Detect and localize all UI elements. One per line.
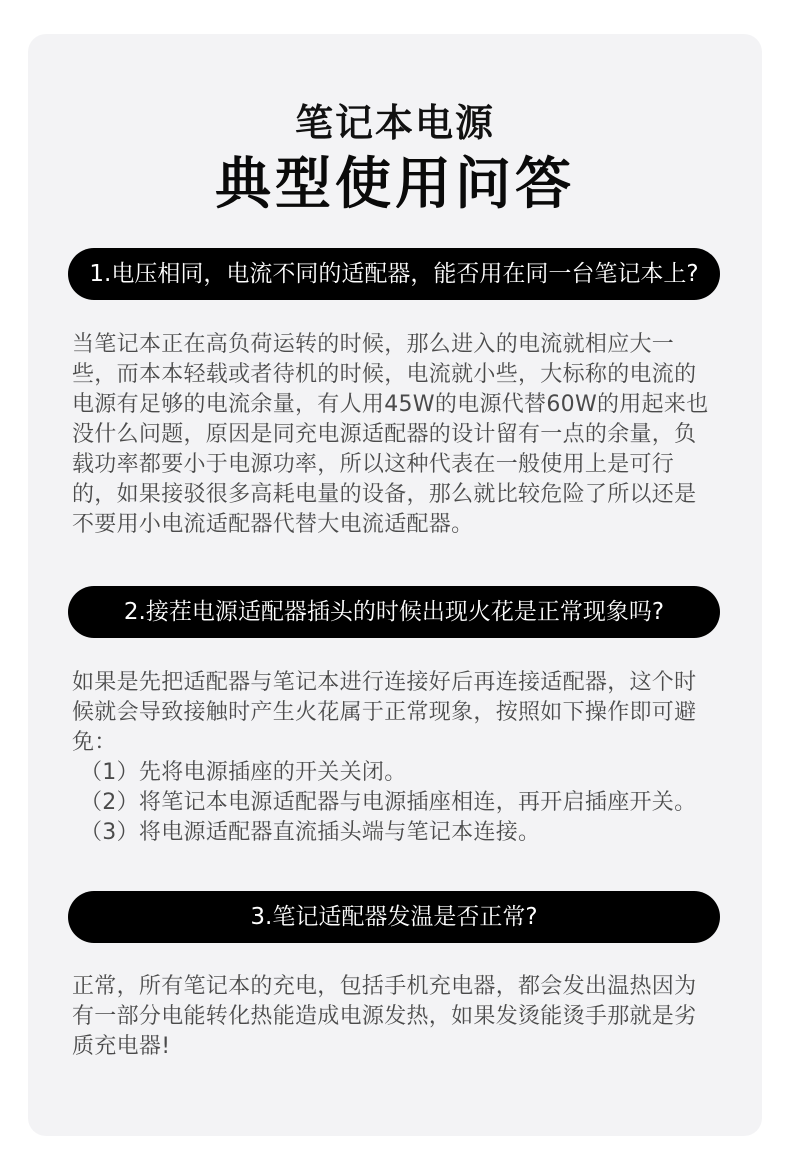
answer-2-steps — [72, 758, 712, 848]
answer-1-text — [72, 330, 712, 540]
answer-3-text — [72, 972, 712, 1062]
answer-1-paragraph: 当笔记本正在高负荷运转的时候，那么进入的电流就相应大一些，而本本轻载或者待机的时候，电流就小些，大标称的电流的电源有足够的电流余量，有人用45W的电源代替60W的用起来也没什么问题，原因是同充电源适配器的设计留有一点的余量，负载功率都要小于电源功率，所以这种代表在一般使用上是可行的，如果接驳很多高耗电量的设备，那么就比较危险了所以还是不要用小电流适配器代替大电流适配器。 — [72, 332, 709, 537]
step-item: （2）将笔记本电源适配器与电源插座相连，再开启插座开关。 — [80, 790, 697, 815]
question-1-banner: 1.电压相同，电流不同的适配器，能否用在同一台笔记本上? — [68, 248, 720, 300]
step-item: （3）将电源适配器直流插头端与笔记本连接。 — [80, 820, 541, 845]
question-3-banner: 3.笔记适配器发温是否正常? — [68, 891, 720, 943]
answer-2-paragraph: 如果是先把适配器与笔记本进行连接好后再连接适配器，这个时候就会导致接触时产生火花属于正常现象，按照如下操作即可避免： — [72, 670, 697, 755]
step-item: （1）先将电源插座的开关关闭。 — [80, 760, 407, 785]
question-2-banner: 2.接茬电源适配器插头的时候出现火花是正常现象吗? — [68, 586, 720, 638]
page-title-top: 笔记本电源 — [294, 101, 495, 145]
page-title-main: 典型使用问答 — [215, 152, 575, 217]
answer-2-text — [72, 668, 712, 848]
answer-3-paragraph: 正常，所有笔记本的充电，包括手机充电器，都会发出温热因为有一部分电能转化热能造成电源发热，如果发烫能烫手那就是劣质充电器! — [72, 974, 697, 1059]
